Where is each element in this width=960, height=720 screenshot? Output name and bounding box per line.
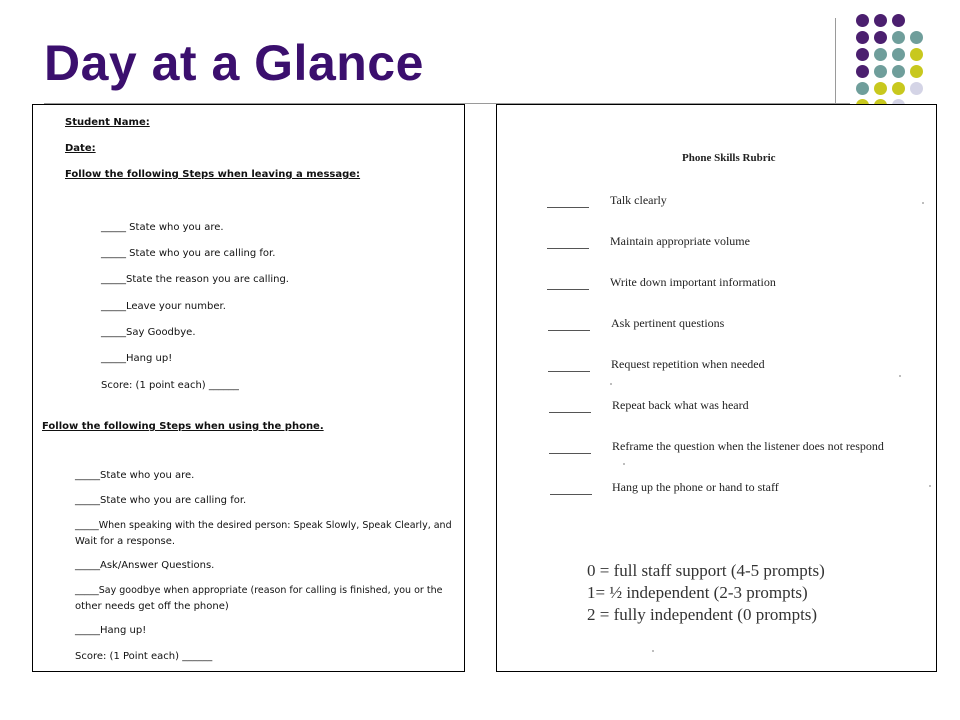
- scan-speck: [929, 485, 931, 487]
- decorative-dot: [874, 82, 887, 95]
- rubric-blank-line: [547, 248, 589, 249]
- rubric-blank-line: [549, 453, 591, 454]
- rubric-item: Reframe the question when the listener does not respond: [612, 439, 884, 453]
- worksheet-step: _____Ask/Answer Questions.: [75, 560, 215, 571]
- scale-line-0: 0 = full staff support (4-5 prompts): [587, 561, 825, 580]
- worksheet-step: _____When speaking with the desired person: Speak Slowly, Speak Clearly, and: [75, 520, 452, 531]
- decorative-dot: [874, 48, 887, 61]
- decorative-dot: [874, 14, 887, 27]
- decorative-dot: [892, 48, 905, 61]
- slide-title: Day at a Glance: [44, 35, 424, 91]
- worksheet-step: _____Say goodbye when appropriate (reason for calling is finished, you or the: [75, 585, 443, 596]
- rubric-item: Repeat back what was heard: [612, 398, 749, 412]
- section-heading-leaving-message: Follow the following Steps when leaving a message:: [65, 169, 361, 180]
- rubric-item: Talk clearly: [610, 193, 667, 207]
- decorative-dot: [856, 48, 869, 61]
- decorative-dot: [910, 31, 923, 44]
- scan-speck: [922, 202, 924, 204]
- section-heading-using-phone: Follow the following Steps when using the phone.: [42, 421, 324, 432]
- decorative-dot: [892, 82, 905, 95]
- worksheet-step: _____ State who you are.: [101, 222, 224, 233]
- scan-speck: [623, 463, 625, 465]
- scan-speck: [899, 375, 901, 377]
- rubric-blank-line: [550, 494, 592, 495]
- rubric-item: Ask pertinent questions: [611, 316, 725, 330]
- rubric-item: Request repetition when needed: [611, 357, 765, 371]
- student-name-label: Student Name:: [65, 117, 150, 128]
- decorative-dot: [874, 31, 887, 44]
- date-label: Date:: [65, 143, 96, 154]
- decorative-dot: [856, 14, 869, 27]
- rubric-item: Write down important information: [610, 275, 776, 289]
- decorative-dot: [856, 31, 869, 44]
- leaving-message-worksheet: [32, 104, 465, 672]
- decorative-dot: [892, 65, 905, 78]
- worksheet-step-continued: other needs get off the phone): [75, 601, 229, 612]
- phone-skills-rubric: [496, 104, 937, 672]
- rubric-blank-line: [548, 330, 590, 331]
- worksheet-step: _____State who you are calling for.: [75, 495, 247, 506]
- score-line: Score: (1 Point each) ______: [75, 651, 213, 662]
- scale-line-1: 1= ½ independent (2-3 prompts): [587, 583, 808, 602]
- decorative-dot: [856, 82, 869, 95]
- worksheet-step: _____ State who you are calling for.: [101, 248, 276, 259]
- rubric-item: Hang up the phone or hand to staff: [612, 480, 779, 494]
- decorative-dot: [892, 31, 905, 44]
- worksheet-step: _____Hang up!: [101, 353, 173, 364]
- rubric-blank-line: [549, 412, 591, 413]
- worksheet-step-continued: Wait for a response.: [75, 536, 176, 547]
- scan-speck: [652, 650, 654, 652]
- decorative-dot: [856, 65, 869, 78]
- score-line: Score: (1 point each) ______: [101, 380, 239, 391]
- decorative-dot: [910, 48, 923, 61]
- decorative-dot: [892, 14, 905, 27]
- decorative-dot: [910, 65, 923, 78]
- scan-speck: [610, 383, 612, 385]
- decorative-dot: [874, 65, 887, 78]
- worksheet-step: _____Leave your number.: [101, 301, 226, 312]
- decorative-dot: [910, 82, 923, 95]
- worksheet-step: _____Hang up!: [75, 625, 147, 636]
- rubric-blank-line: [547, 207, 589, 208]
- rubric-title: Phone Skills Rubric: [682, 152, 776, 164]
- rubric-item: Maintain appropriate volume: [610, 234, 750, 248]
- rubric-blank-line: [547, 289, 589, 290]
- worksheet-step: _____Say Goodbye.: [101, 327, 196, 338]
- worksheet-step: _____State the reason you are calling.: [101, 274, 289, 285]
- scale-line-2: 2 = fully independent (0 prompts): [587, 605, 818, 624]
- worksheet-step: _____State who you are.: [75, 470, 195, 481]
- rubric-blank-line: [548, 371, 590, 372]
